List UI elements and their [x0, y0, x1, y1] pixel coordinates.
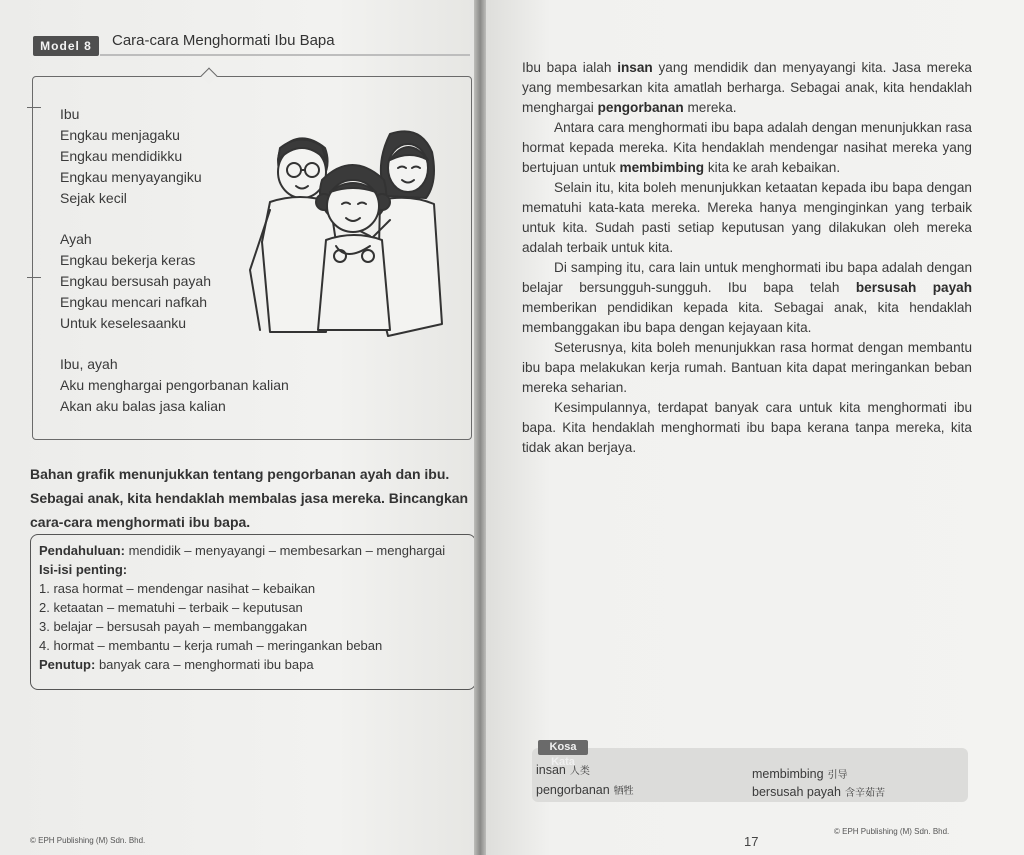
box-notch [201, 68, 218, 85]
outline-points-label [39, 560, 467, 579]
box-tick [27, 277, 41, 278]
poem-line: Engkau menyayangiku [60, 169, 202, 185]
poem-line: Engkau bersusah payah [60, 273, 211, 289]
poem-line: Engkau bekerja keras [60, 252, 196, 268]
closing-label: Penutup: [39, 657, 96, 672]
vocab-translation: 人类 [569, 766, 590, 777]
essay [522, 58, 972, 458]
poem-line: Ayah [60, 231, 92, 247]
outline-intro [39, 541, 467, 560]
essay-keyword: insan [617, 60, 653, 75]
intro-text: mendidik – menyayangi – membesarkan – menghargai [128, 543, 446, 558]
essay-text: kita ke arah kebaikan. [704, 160, 841, 175]
vocabulary-badge: Kosa Kata [538, 740, 588, 755]
essay-paragraph [522, 58, 972, 118]
essay-text: yang mendidik dan menyayangi kita. Jasa mereka yang membesarkan kita amatlah berharga. Sebagai anak, kita hendaklah menghargai [522, 60, 972, 115]
essay-paragraph: Selain itu, kita boleh menunjukkan ketaatan kepada ibu bapa dengan mematuhi kata-kata mereka. Mereka hanya menginginkan yang terbaik untuk kita. Sudah pasti setiap keputusan yang dilakukan oleh mereka adalah terbaik untuk kita. [522, 180, 972, 255]
closing-text: banyak cara – menghormati ibu bapa [98, 657, 314, 672]
intro-label: Pendahuluan: [39, 543, 125, 558]
page-title: Cara-cara Menghormati Ibu Bapa [112, 32, 335, 49]
vocab-item [536, 782, 634, 797]
essay-text: mereka. [683, 100, 737, 115]
essay-keyword: bersusah payah [855, 280, 973, 295]
essay-paragraph: Seterusnya, kita boleh menunjukkan rasa hormat dengan membantu ibu bapa melakukan kerja rumah. Bantuan kita dapat meringankan beban mereka seharian. [522, 340, 972, 395]
outline-point: 2. ketaatan – mematuhi – terbaik – keputusan [39, 600, 303, 615]
vocab-word: bersusah payah [752, 785, 841, 799]
outline-box [30, 534, 476, 690]
vocabulary-box [532, 748, 968, 802]
outline-point: 1. rasa hormat – mendengar nasihat – kebaikan [39, 581, 316, 596]
essay-paragraph [522, 258, 972, 338]
left-page [0, 0, 478, 855]
poem-line: Ibu, ayah [60, 356, 118, 372]
essay-text: memberikan pendidikan kepada kita. Sebagai anak, kita hendaklah membanggakan ibu bapa dengan kejayaan kita. [522, 300, 972, 335]
essay-text: Antara cara menghormati ibu bapa adalah dengan menunjukkan rasa hormat kepada mereka. Kita hendaklah mendengar nasihat mereka yang bertujuan untuk [522, 120, 972, 175]
poem-line: Akan aku balas jasa kalian [60, 398, 226, 414]
essay-text: Ibu bapa ialah [522, 60, 618, 75]
box-tick [27, 107, 41, 108]
poem-line: Engkau menjagaku [60, 127, 180, 143]
poem-line: Untuk keselesaanku [60, 315, 187, 331]
outline-closing [39, 655, 467, 674]
points-label: Isi-isi penting: [39, 562, 128, 577]
essay-paragraph [522, 118, 972, 178]
title-rule [100, 54, 470, 56]
essay-paragraph: Kesimpulannya, terdapat banyak cara untuk kita menghormati ibu bapa. Kita hendaklah menghormati ibu bapa kerana tanpa mereka, kita tidak akan berjaya. [522, 400, 972, 455]
vocab-translation: 引导 [827, 770, 848, 781]
vocab-word: membimbing [752, 767, 824, 781]
model-badge: Model 8 [33, 36, 99, 56]
poem-line: Sejak kecil [60, 190, 127, 206]
outline-point: 3. belajar – bersusah payah – membanggakan [39, 619, 308, 634]
publisher-footer: © EPH Publishing (M) Sdn. Bhd. [30, 836, 146, 845]
right-page [486, 0, 1024, 855]
vocab-word: pengorbanan [536, 783, 610, 797]
question-text: Bahan grafik menunjukkan tentang pengorbanan ayah dan ibu. Sebagai anak, kita hendaklah membalas jasa mereka. Bincangkan cara-cara menghormati ibu bapa. [30, 466, 469, 530]
family-illustration [240, 120, 460, 340]
vocab-word: insan [536, 763, 566, 777]
poem-line: Engkau mendidikku [60, 148, 183, 164]
poem-line: Aku menghargai pengorbanan kalian [60, 377, 289, 393]
vocab-item [752, 784, 885, 799]
essay-keyword: membimbing [619, 160, 705, 175]
page-number: 17 [744, 834, 759, 849]
outline-point: 4. hormat – membantu – kerja rumah – meringankan beban [39, 638, 383, 653]
vocab-item [752, 766, 848, 781]
publisher-footer: © EPH Publishing (M) Sdn. Bhd. [834, 827, 950, 836]
poem-line: Engkau mencari nafkah [60, 294, 208, 310]
vocab-translation: 含辛茹苦 [844, 788, 885, 799]
poem-line: Ibu [60, 106, 80, 122]
vocab-translation: 牺牲 [613, 786, 634, 797]
essay-text: Di samping itu, cara lain untuk menghormati ibu bapa adalah dengan belajar bersungguh-sungguh. Ibu bapa telah [522, 260, 972, 295]
essay-keyword: pengorbanan [597, 100, 684, 115]
